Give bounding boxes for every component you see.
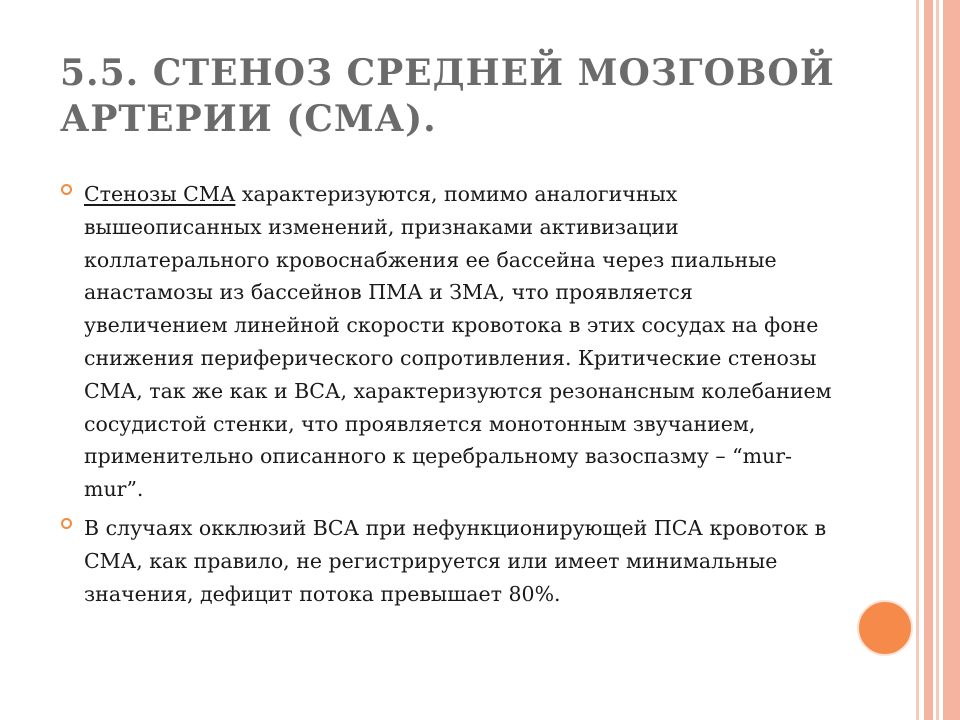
bullet-term: Стенозы СМА <box>84 182 236 206</box>
stripe <box>936 0 939 720</box>
bullet-text: характеризуются, помимо аналогичных вышеописанных изменений, признаками активизации коллатерального кровоснабжения ее бассейна через пиальные анастамозы из бассейнов ПМА и ЗМА, что проявляется увеличением линейной скорости кровотока в этих сосудах на фоне снижения периферического сопротивления. Критические стенозы СМА, так же как и ВСА, характеризуются резонансным колебанием сосудистой стенки, что проявляется монотонным звучанием, применительно описанного к церебральному вазоспазму – “mur-mur”. <box>84 182 832 502</box>
bullet-item <box>60 512 840 610</box>
next-slide-button[interactable] <box>857 600 913 656</box>
slide-title: 5.5. СТЕНОЗ СРЕДНЕЙ МОЗГОВОЙ АРТЕРИИ (СМА). <box>60 52 835 140</box>
stripe <box>916 0 919 720</box>
bullet-list <box>60 178 840 616</box>
bullet-circle-icon <box>61 518 72 529</box>
bullet-circle-icon <box>61 184 72 195</box>
stripe <box>924 0 933 720</box>
bullet-text: В случаях окклюзий ВСА при нефункционирующей ПСА кровоток в СМА, как правило, не регистрируется или имеет минимальные значения, дефицит потока превышает 80%. <box>84 515 827 606</box>
decorative-stripes <box>916 0 960 720</box>
bullet-item <box>60 178 840 506</box>
stripe <box>943 0 960 720</box>
